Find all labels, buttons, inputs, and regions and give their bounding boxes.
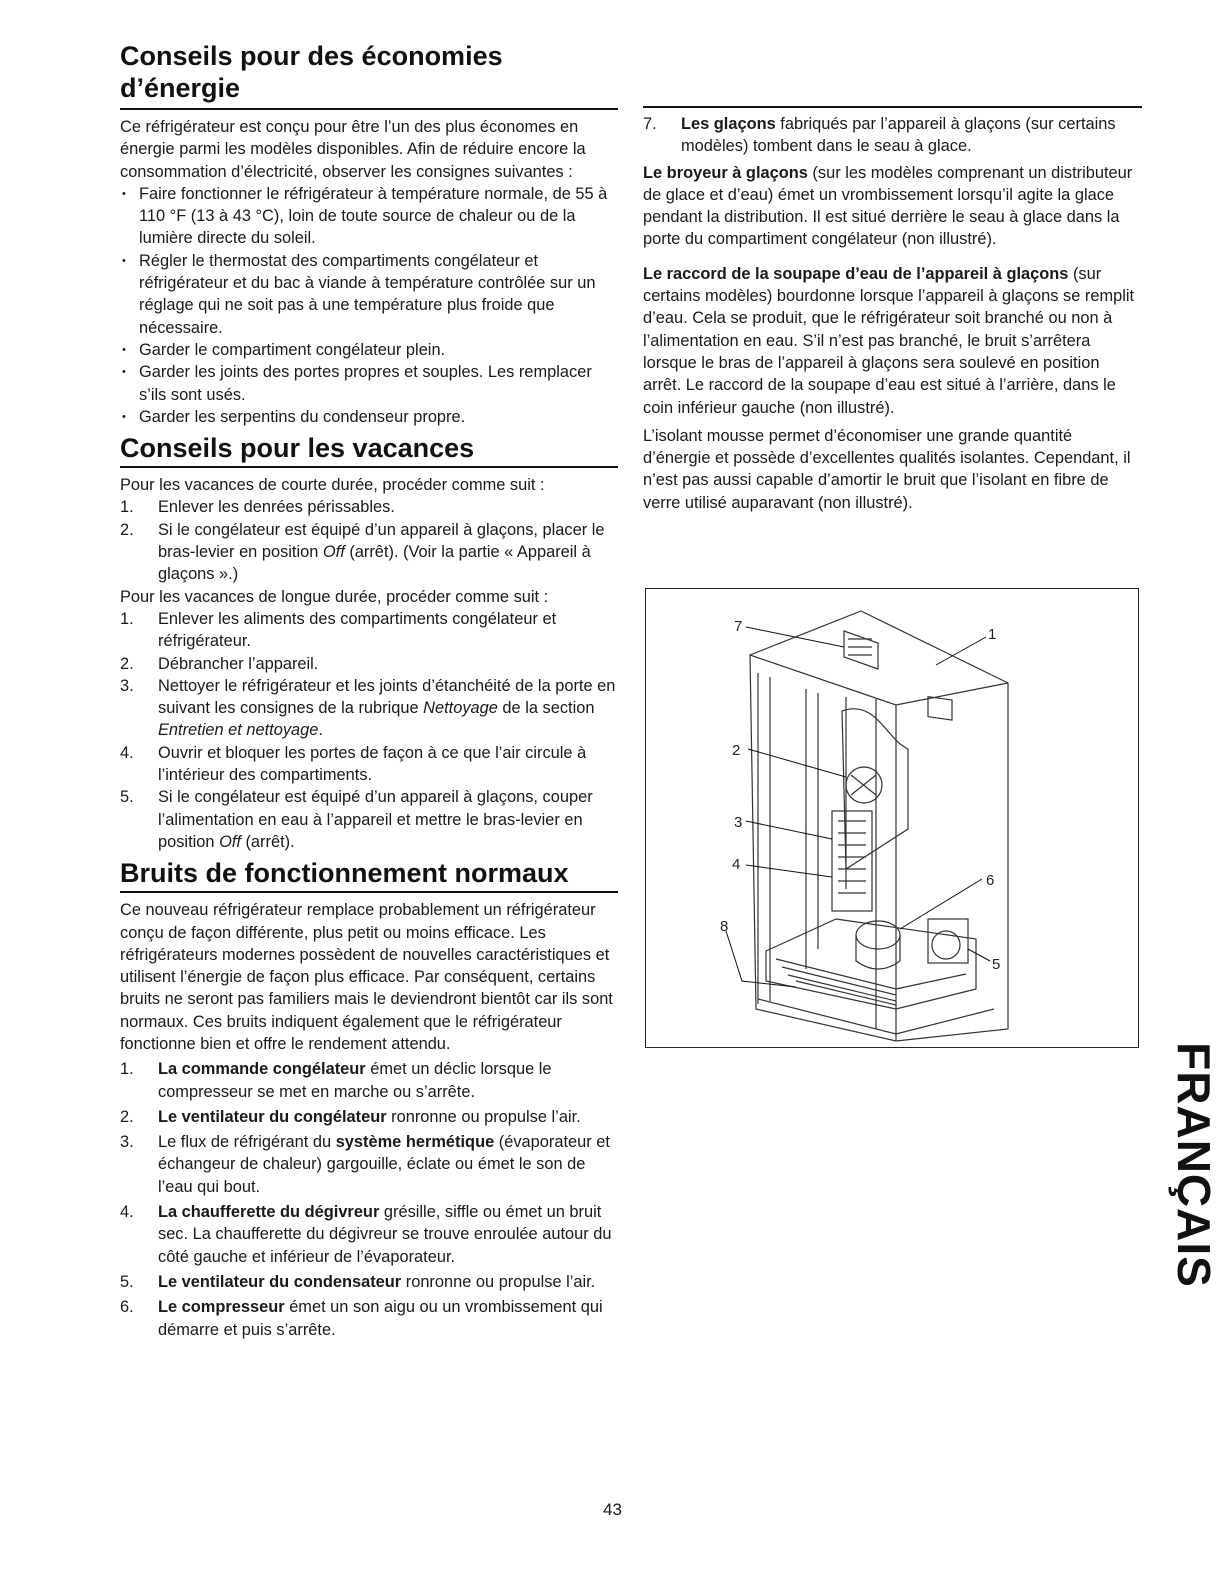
ice-crusher-note: Le broyeur à glaçons (sur les modèles comprenant un distributeur de glace et d’eau) émet un vrombissement lorsqu’il agite la glace pendant la distribution. Il est situé derrière le seau à glace dans la porte du compartiment congélateur (non illustré). xyxy=(643,163,1133,249)
list-item: 3. Le flux de réfrigérant du système hermétique (évaporateur et échangeur de chaleur) gargouille, éclate ou émet le son de l’eau qui bout. xyxy=(120,1133,610,1196)
list-item: 1. Enlever les aliments des compartiments congélateur et réfrigérateur. xyxy=(120,609,557,651)
column-rule xyxy=(643,106,1142,108)
vacation-short-steps xyxy=(120,496,618,585)
list-item: 2. Si le congélateur est équipé d’un appareil à glaçons, placer le bras-levier en position Off (arrêt). (Voir la partie « Appareil à glaçons ».) xyxy=(120,520,605,584)
list-item: 4. Ouvrir et bloquer les portes de façon à ce que l’air circule à l’intérieur des compartiments. xyxy=(120,743,587,785)
foam-insulation-note: L’isolant mousse permet d’économiser une grande quantité d’énergie et possède d’excellentes qualités isolantes. Cependant, il n’est pas aussi capable d’amortir le bruit que l’isolant en fibre de verre utilisé auparavant (non illustré). xyxy=(643,426,1131,512)
water-valve-note: Le raccord de la soupape d’eau de l’appareil à glaçons (sur certains modèles) bourdonne lorsque l’appareil à glaçons se remplit d’eau. Cela se produit, que le réfrigérateur soit branché ou non à l’alimentation en eau. S’il n’est pas branché, le bruit s’arrêtera lorsque le bras de l’appareil à glaçons sera soulevé en position arrêt. Le raccord de la soupape d’eau est situé à l’arrière, dans le coin inférieur gauche (non illustré). xyxy=(643,264,1135,417)
right-column xyxy=(643,113,1141,514)
refrigerator-diagram xyxy=(645,588,1139,1048)
list-item: 2. Le ventilateur du congélateur ronronne ou propulse l’air. xyxy=(120,1107,581,1126)
list-item: 2. Débrancher l’appareil. xyxy=(120,654,319,673)
list-item: • Régler le thermostat des compartiments congélateur et réfrigérateur et du bac à viande à température contrôlée sur un réglage qui ne soit pas à une température plus froide que nécessaire. xyxy=(120,250,618,339)
list-item: 5. Si le congélateur est équipé d’un appareil à glaçons, couper l’alimentation en eau à l’appareil et mettre le bras-levier en position Off (arrêt). xyxy=(120,788,593,851)
callout-5: 5 xyxy=(992,956,1001,973)
list-item: • Garder les serpentins du condenseur propre. xyxy=(120,406,618,428)
callout-2: 2 xyxy=(732,742,741,759)
list-item: 3. Nettoyer le réfrigérateur et les joints d’étanchéité de la porte en suivant les consignes de la rubrique Nettoyage de la section Entretien et nettoyage. xyxy=(120,676,616,740)
energy-heading: Conseils pour des économies d’énergie xyxy=(120,40,618,110)
language-tab xyxy=(1163,1040,1225,1290)
list-item: • Garder les joints des portes propres et souples. Les remplacer s’ils sont usés. xyxy=(120,361,618,406)
noise-list xyxy=(120,1058,618,1341)
noises-heading: Bruits de fonctionnement normaux xyxy=(120,857,618,893)
vacation-short-intro: Pour les vacances de courte durée, procéder comme suit : xyxy=(120,476,545,495)
callout-3: 3 xyxy=(734,814,743,831)
vacation-heading: Conseils pour les vacances xyxy=(120,432,618,468)
page-number: 43 xyxy=(603,1500,622,1519)
energy-bullets xyxy=(120,183,618,428)
list-item: 7. Les glaçons fabriqués par l’appareil à glaçons (sur certains modèles) tombent dans le seau à glace. xyxy=(643,115,1116,156)
list-item: 1. Enlever les denrées périssables. xyxy=(120,498,395,517)
list-item: • Faire fonctionner le réfrigérateur à température normale, de 55 à 110 °F (13 à 43 °C), loin de toute source de chaleur ou de la lumière directe du soleil. xyxy=(120,183,618,250)
noise-list-continued xyxy=(643,113,1141,158)
list-item: 5. Le ventilateur du condensateur ronronne ou propulse l’air. xyxy=(120,1272,596,1291)
list-item: 4. La chaufferette du dégivreur grésille, siffle ou émet un bruit sec. La chaufferette du dégivreur se trouve enroulée autour du côté gauche et inférieur de l’évaporateur. xyxy=(120,1203,612,1266)
left-column xyxy=(120,40,618,1341)
language-tab-label: FRANÇAIS xyxy=(1168,1042,1220,1288)
vacation-long-steps xyxy=(120,608,618,853)
energy-intro: Ce réfrigérateur est conçu pour être l’un des plus économes en énergie parmi les modèles disponibles. Afin de réduire encore la consommation d’électricité, observer les consignes suivantes : xyxy=(120,118,586,181)
noises-intro: Ce nouveau réfrigérateur remplace probablement un réfrigérateur conçu de façon différente, plus petit ou moins efficace. Les réfrigérateurs modernes possèdent de nouvelles caractéristiques et utilisent l’énergie de façon plus efficace. Par conséquent, certains bruits ne seront pas familiers mais le deviendront bientôt car ils sont normaux. Ces bruits indiquent également que le réfrigérateur fonctionne bien et offre le rendement attendu. xyxy=(120,901,613,1053)
callout-1: 1 xyxy=(988,626,997,643)
callout-6: 6 xyxy=(986,872,995,889)
list-item: 1. La commande congélateur émet un déclic lorsque le compresseur se met en marche ou s’arrête. xyxy=(120,1060,552,1101)
callout-8: 8 xyxy=(720,918,729,935)
refrigerator-illustration xyxy=(646,589,1138,1047)
vacation-long-intro: Pour les vacances de longue durée, procéder comme suit : xyxy=(120,587,549,606)
list-item: • Garder le compartiment congélateur plein. xyxy=(120,339,618,361)
callout-7: 7 xyxy=(734,618,743,635)
callout-4: 4 xyxy=(732,856,741,873)
list-item: 6. Le compresseur émet un son aigu ou un vrombissement qui démarre et puis s’arrête. xyxy=(120,1298,603,1339)
